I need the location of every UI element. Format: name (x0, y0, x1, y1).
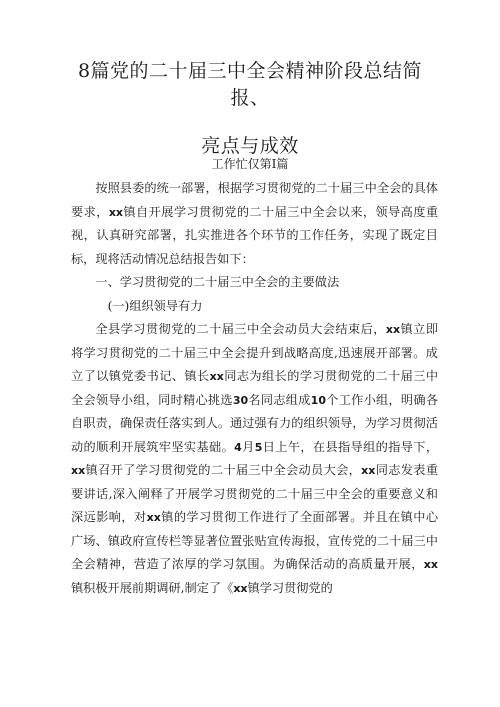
document-body (71, 177, 438, 600)
heading-level-1: 一、学习贯彻党的二十届三中全会的主要做法 (95, 275, 340, 289)
title-line-3: 亮点与成效 (201, 135, 299, 157)
body-paragraph: 全县学习贯彻党的二十届三中全会动员大会结束后，xx镇立即将学习贯彻党的二十届三中全会提升到战略高度,迅速展开部署。成立了以镇党委书记、镇长xx同志为组长的学习贯彻党的二十届三中全会领导小组，同时精心挑选30名同志组成10个工作小组，明确各自职责，确保责任落实到人。通过强有力的组织领导，为学习贯彻活动的顺利开展筑牢坚实基础。4月5日上午，在县指导组的指导下，xx镇召开了学习贯彻党的二十届三中全会动员大会，xx同志发表重要讲话,深入阐释了开展学习贯彻党的二十届三中全会的重要意义和深远影响，对xx镇的学习贯彻工作进行了全面部署。并且在镇中心广场、镇政府宣传栏等显著位置张贴宣传海报，宣传党的二十届三中全会精神，营造了浓厚的学习氛围。为确保活动的高质量开展，xx镇积极开展前期调研,制定了《xx镇学习贯彻党的 (71, 322, 439, 595)
intro-paragraph: 按照县委的统一部署，根据学习贯彻党的二十届三中全会的具体要求，xx镇自开展学习贯彻党的二十届三中全会以来，领导高度重视，认真研究部署，扎实推进各个环节的工作任务，实现了既定目标，现将活动情况总结报告如下： (71, 181, 439, 266)
title-line-1: 8篇党的二十届三中全会精神阶段总结简 (77, 60, 423, 82)
heading-level-2: (一)组织领导有力 (107, 298, 203, 313)
title-line-2: 报、 (230, 87, 270, 109)
document-title (60, 58, 440, 160)
section-subtitle: 工作忙仅第Ⅰ篇 (211, 157, 289, 171)
